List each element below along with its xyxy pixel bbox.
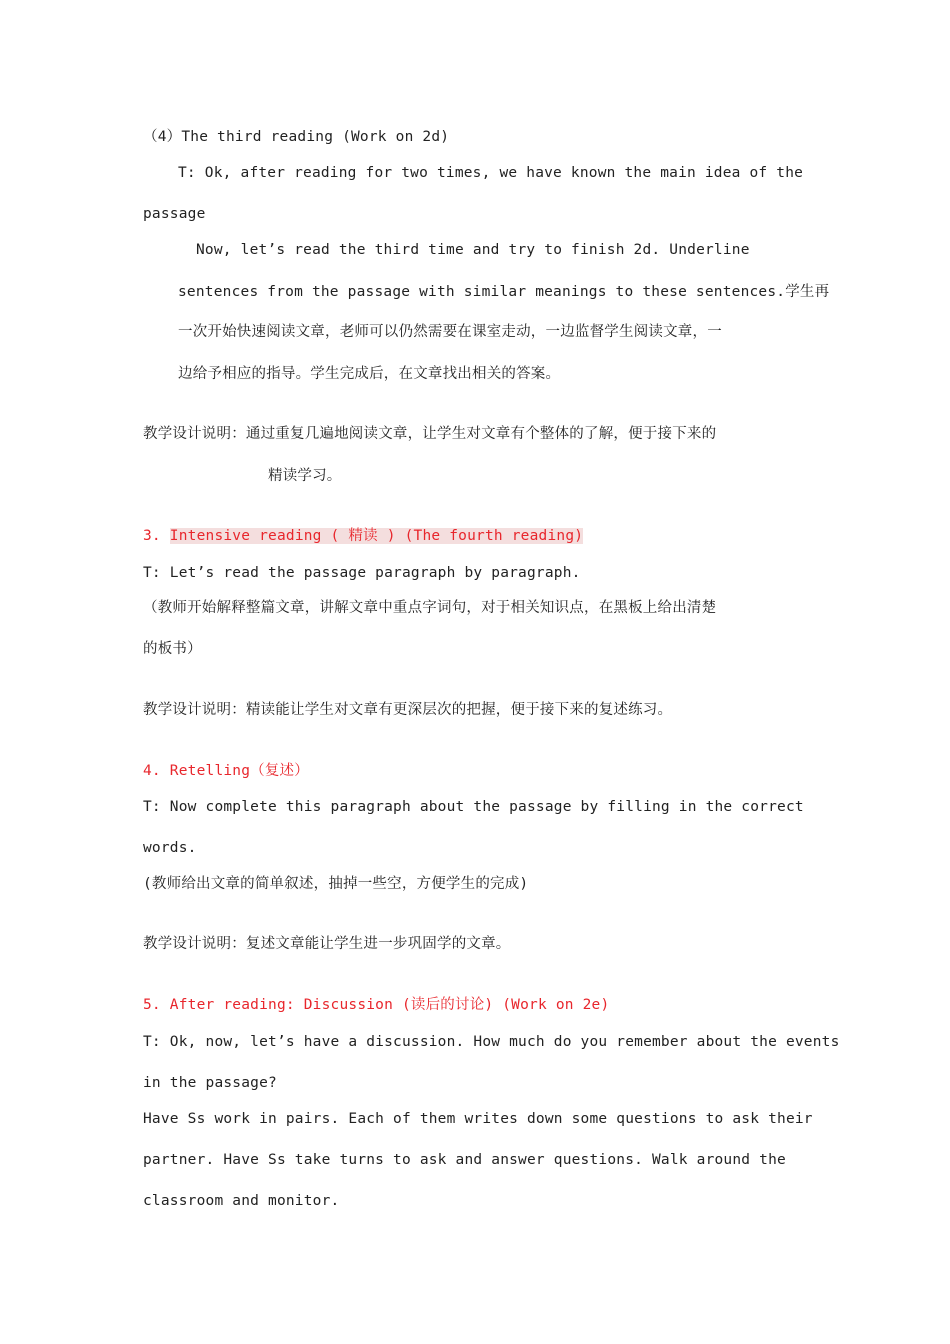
note-line: (教师给出文章的简单叙述，抽掉一些空，方便学生的完成) xyxy=(143,876,529,892)
design-note: 教学设计说明：复述文章能让学生进一步巩固学的文章。 xyxy=(143,936,511,952)
pair-work-line: Have Ss work in pairs. Each of them writes down some questions to ask their xyxy=(143,1111,813,1127)
design-note: 教学设计说明：精读能让学生对文章有更深层次的把握，便于接下来的复述练习。 xyxy=(143,702,673,718)
retelling-heading: 4. Retelling（复述） xyxy=(143,763,309,779)
instruction-line: Now, let’s read the third time and try to finish 2d. Underline xyxy=(196,242,750,258)
pair-work-line: partner. Have Ss take turns to ask and answer questions. Walk around the xyxy=(143,1152,786,1168)
intensive-reading-heading xyxy=(143,526,583,546)
pair-work-line: classroom and monitor. xyxy=(143,1193,340,1209)
teacher-line-cont: in the passage? xyxy=(143,1075,277,1091)
heading-highlight: Intensive reading ( 精读 ) (The fourth reading) xyxy=(169,528,584,544)
heading-number: 3. xyxy=(143,528,170,544)
after-reading-heading: 5. After reading: Discussion (读后的讨论) (Work on 2e) xyxy=(143,997,610,1013)
teacher-line-cont: passage xyxy=(143,206,206,222)
note-line-cont: 的板书） xyxy=(143,641,202,657)
teacher-line: T: Ok, now, let’s have a discussion. How much do you remember about the events xyxy=(143,1034,840,1050)
instruction-line: 一次开始快速阅读文章，老师可以仍然需要在课室走动，一边监督学生阅读文章，一 xyxy=(178,324,722,340)
instruction-line: sentences from the passage with similar meanings to these sentences.学生再 xyxy=(178,284,830,300)
design-note: 教学设计说明：通过重复几遍地阅读文章，让学生对文章有个整体的了解，便于接下来的 xyxy=(143,426,717,442)
teacher-line: T: Ok, after reading for two times, we have known the main idea of the xyxy=(178,165,804,181)
design-note-cont: 精读学习。 xyxy=(268,468,342,484)
teacher-line: T: Let’s read the passage paragraph by paragraph. xyxy=(143,565,581,581)
teacher-line-cont: words. xyxy=(143,840,197,856)
third-reading-heading: （4）The third reading (Work on 2d) xyxy=(143,129,450,145)
note-line: （教师开始解释整篇文章，讲解文章中重点字词句，对于相关知识点，在黑板上给出清楚 xyxy=(143,600,717,616)
instruction-line: 边给予相应的指导。学生完成后，在文章找出相关的答案。 xyxy=(178,366,561,382)
teacher-line: T: Now complete this paragraph about the passage by filling in the correct xyxy=(143,799,804,815)
